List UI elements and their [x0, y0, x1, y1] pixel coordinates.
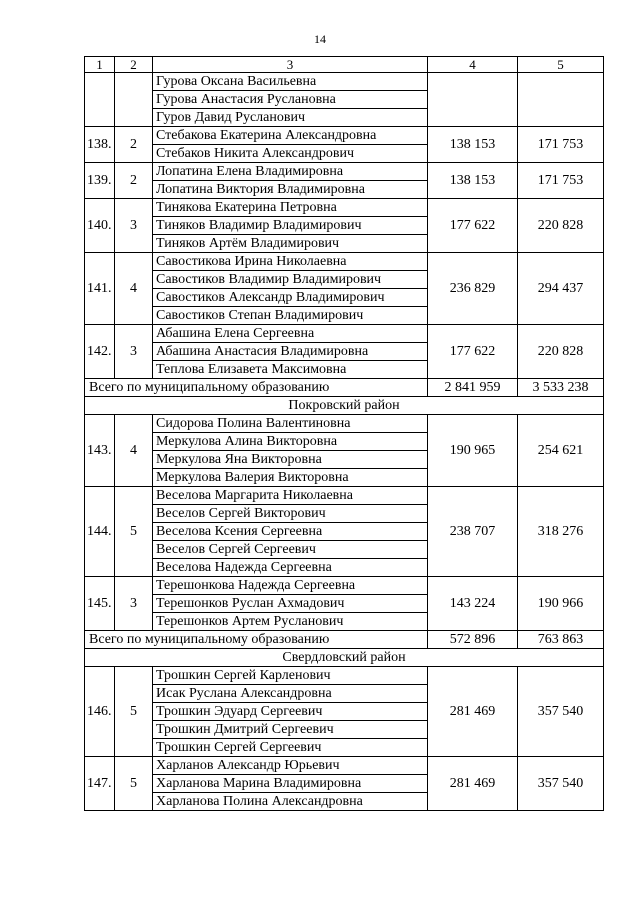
person-name: Стебакова Екатерина Александровна [153, 127, 428, 145]
person-name: Харланова Марина Владимировна [153, 775, 428, 793]
person-name: Веселов Сергей Сергеевич [153, 541, 428, 559]
person-name: Теплова Елизавета Максимовна [153, 361, 428, 379]
record-number: 142. [85, 325, 115, 379]
amount-column-4: 143 224 [428, 577, 518, 631]
record-number: 145. [85, 577, 115, 631]
person-name: Меркулова Валерия Викторовна [153, 469, 428, 487]
amount-column-4: 177 622 [428, 325, 518, 379]
person-name: Савостиков Владимир Владимирович [153, 271, 428, 289]
family-size: 5 [115, 757, 153, 811]
amount-column-4: 190 965 [428, 415, 518, 487]
family-size: 2 [115, 163, 153, 199]
amount-column-5: 357 540 [518, 667, 604, 757]
column-header-3: 3 [153, 57, 428, 73]
record-number: 144. [85, 487, 115, 577]
table-row [85, 667, 604, 685]
column-header-2: 2 [115, 57, 153, 73]
total-row [85, 379, 604, 397]
person-name: Харланов Александр Юрьевич [153, 757, 428, 775]
record-number: 146. [85, 667, 115, 757]
person-name: Трошкин Сергей Карленович [153, 667, 428, 685]
person-name: Терешонков Артем Русланович [153, 613, 428, 631]
person-name: Веселова Маргарита Николаевна [153, 487, 428, 505]
total-row [85, 631, 604, 649]
table-row [85, 73, 604, 91]
family-size: 4 [115, 415, 153, 487]
person-name: Меркулова Яна Викторовна [153, 451, 428, 469]
person-name: Савостикова Ирина Николаевна [153, 253, 428, 271]
table-row [85, 577, 604, 595]
family-size [115, 73, 153, 127]
table-row [85, 415, 604, 433]
person-name: Стебаков Никита Александрович [153, 145, 428, 163]
amount-column-5: 254 621 [518, 415, 604, 487]
record-number: 140. [85, 199, 115, 253]
total-label: Всего по муниципальному образованию [85, 379, 428, 397]
family-size: 5 [115, 667, 153, 757]
amount-column-5: 294 437 [518, 253, 604, 325]
amount-column-4: 281 469 [428, 667, 518, 757]
amount-column-5: 220 828 [518, 199, 604, 253]
table-row [85, 127, 604, 145]
amount-column-5: 171 753 [518, 127, 604, 163]
person-name: Гуров Давид Русланович [153, 109, 428, 127]
table-row [85, 199, 604, 217]
amount-column-4: 238 707 [428, 487, 518, 577]
district-heading: Свердловский район [85, 649, 604, 667]
family-size: 3 [115, 577, 153, 631]
record-number: 138. [85, 127, 115, 163]
person-name: Тиняков Артём Владимирович [153, 235, 428, 253]
header-row [85, 57, 604, 73]
family-size: 3 [115, 325, 153, 379]
person-name: Веселов Сергей Викторович [153, 505, 428, 523]
total-column-5: 763 863 [518, 631, 604, 649]
person-name: Терешонков Руслан Ахмадович [153, 595, 428, 613]
person-name: Харланова Полина Александровна [153, 793, 428, 811]
person-name: Тиняков Владимир Владимирович [153, 217, 428, 235]
family-size: 5 [115, 487, 153, 577]
amount-column-4: 177 622 [428, 199, 518, 253]
person-name: Веселова Надежда Сергеевна [153, 559, 428, 577]
record-number [85, 73, 115, 127]
district-row [85, 649, 604, 667]
table-row [85, 325, 604, 343]
amount-column-4: 138 153 [428, 127, 518, 163]
total-column-4: 572 896 [428, 631, 518, 649]
column-header-1: 1 [85, 57, 115, 73]
family-size: 3 [115, 199, 153, 253]
table-row [85, 253, 604, 271]
family-size: 4 [115, 253, 153, 325]
person-name: Тинякова Екатерина Петровна [153, 199, 428, 217]
person-name: Гурова Оксана Васильевна [153, 73, 428, 91]
amount-column-5 [518, 73, 604, 127]
person-name: Исак Руслана Александровна [153, 685, 428, 703]
total-column-5: 3 533 238 [518, 379, 604, 397]
total-column-4: 2 841 959 [428, 379, 518, 397]
amount-column-4 [428, 73, 518, 127]
amount-column-4: 236 829 [428, 253, 518, 325]
table-row [85, 163, 604, 181]
person-name: Трошкин Дмитрий Сергеевич [153, 721, 428, 739]
table-body [85, 57, 604, 811]
table-row [85, 487, 604, 505]
beneficiaries-table [84, 56, 604, 811]
table-row [85, 757, 604, 775]
person-name: Меркулова Алина Викторовна [153, 433, 428, 451]
person-name: Гурова Анастасия Руслановна [153, 91, 428, 109]
total-label: Всего по муниципальному образованию [85, 631, 428, 649]
family-size: 2 [115, 127, 153, 163]
person-name: Абашина Анастасия Владимировна [153, 343, 428, 361]
record-number: 139. [85, 163, 115, 199]
person-name: Веселова Ксения Сергеевна [153, 523, 428, 541]
record-number: 143. [85, 415, 115, 487]
person-name: Лопатина Елена Владимировна [153, 163, 428, 181]
amount-column-4: 281 469 [428, 757, 518, 811]
column-header-4: 4 [428, 57, 518, 73]
record-number: 147. [85, 757, 115, 811]
amount-column-5: 190 966 [518, 577, 604, 631]
person-name: Сидорова Полина Валентиновна [153, 415, 428, 433]
amount-column-5: 171 753 [518, 163, 604, 199]
record-number: 141. [85, 253, 115, 325]
person-name: Трошкин Эдуард Сергеевич [153, 703, 428, 721]
amount-column-5: 318 276 [518, 487, 604, 577]
person-name: Абашина Елена Сергеевна [153, 325, 428, 343]
amount-column-5: 357 540 [518, 757, 604, 811]
amount-column-5: 220 828 [518, 325, 604, 379]
district-heading: Покровский район [85, 397, 604, 415]
person-name: Савостиков Александр Владимирович [153, 289, 428, 307]
person-name: Трошкин Сергей Сергеевич [153, 739, 428, 757]
person-name: Терешонкова Надежда Сергеевна [153, 577, 428, 595]
page-number: 14 [314, 32, 326, 46]
person-name: Лопатина Виктория Владимировна [153, 181, 428, 199]
column-header-5: 5 [518, 57, 604, 73]
amount-column-4: 138 153 [428, 163, 518, 199]
district-row [85, 397, 604, 415]
person-name: Савостиков Степан Владимирович [153, 307, 428, 325]
